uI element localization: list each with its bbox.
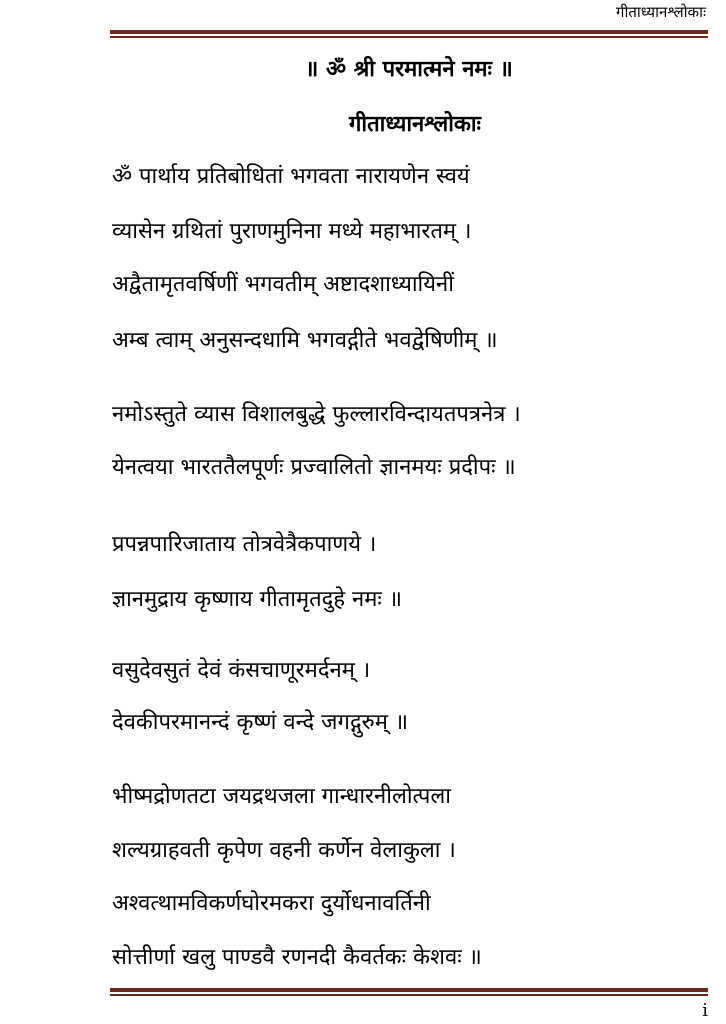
verse-1-line-2: व्यासेन ग्रथितां पुराणमुनिना मध्ये महाभारतम् ।: [112, 219, 472, 244]
page-number: i: [702, 1000, 708, 1021]
verse-2-line-1: नमोऽस्तुते व्यास विशालबुद्धे फुल्लारविन्दायतपत्रनेत्र ।: [112, 402, 521, 427]
verse-3-line-1: प्रपन्नपारिजाताय तोत्रवेत्रैकपाणये ।: [112, 532, 377, 557]
verse-4-line-1: वसुदेवसुतं देवं कंसचाणूरमर्दनम् ।: [112, 658, 371, 683]
verse-1-line-3: अद्वैतामृतवर्षिणीं भगवतीम् अष्टादशाध्यायिनीं: [112, 272, 454, 297]
verse-5-line-2: शल्यग्राहवती कृपेण वहनी कर्णेन वेलाकुला ।: [112, 838, 456, 863]
page-title: गीताध्यानश्लोकाः: [349, 112, 481, 137]
verse-1-line-1: ॐ पार्थाय प्रतिबोधितां भगवता नारायणेन स्वयं: [112, 164, 470, 189]
verse-5-line-1: भीष्मद्रोणतटा जयद्रथजला गान्धारनीलोत्पला: [112, 784, 451, 809]
footer-rule: [110, 988, 708, 996]
verse-3-line-2: ज्ञानमुद्राय कृष्णाय गीतामृतदुहे नमः ॥: [112, 587, 402, 612]
verse-4-line-2: देवकीपरमानन्दं कृष्णं वन्दे जगद्गुरुम् ॥: [112, 710, 409, 735]
running-header: गीताध्यानश्लोकाः: [616, 3, 706, 21]
header-rule: [110, 30, 708, 38]
verse-2-line-2: येनत्वया भारततैलपूर्णः प्रज्वालितो ज्ञानमयः प्रदीपः ॥: [112, 455, 516, 480]
verse-5-line-3: अश्वत्थामविकर्णघोरमकरा दुर्योधनावर्तिनी: [112, 891, 431, 916]
verse-1-line-4: अम्ब त्वाम् अनुसन्दधामि भगवद्गीते भवद्वेषिणीम् ॥: [112, 328, 498, 353]
verse-5-line-4: सोत्तीर्णा खलु पाण्डवै रणनदी कैवर्तकः केशवः ॥: [112, 945, 482, 970]
invocation: ॥ ॐ श्री परमात्मने नमः ॥: [305, 57, 513, 82]
